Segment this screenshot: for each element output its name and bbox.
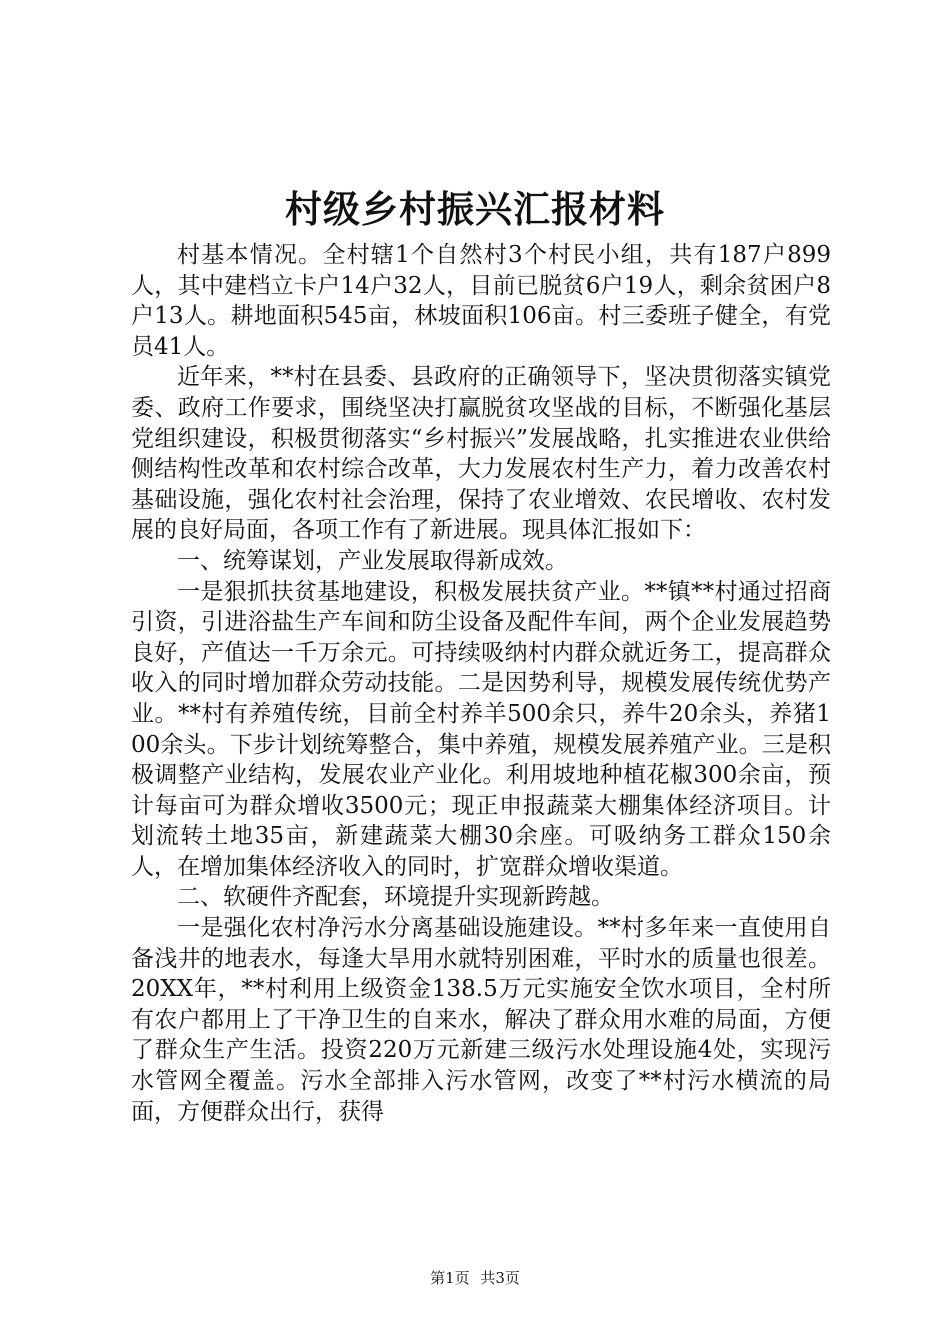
paragraph-environment: 一是强化农村净污水分离基础设施建设。**村多年来一直使用自备浅井的地表水，每逢大旱用水就特别困难，平时水的质量也很差。20XX年，**村利用上级资金138.5万元实施安全饮水项目，全村所有农户都用上了干净卫生的自来水，解决了群众用水难的局面，方便了群众生产生活。投资220万元新建三级污水处理设施4处，实现污水管网全覆盖。污水全部排入污水管网，改变了**村污水横流的局面，方便群众出行，获得 — [131, 915, 831, 1125]
page-footer — [0, 1268, 950, 1288]
page-total: 共3页 — [480, 1269, 520, 1287]
document-title: 村级乡村振兴汇报材料 — [285, 187, 665, 231]
section-heading-environment: 二、软硬件齐配套，环境提升实现新跨越。 — [177, 884, 614, 911]
section-heading-industry: 一、统筹谋划，产业发展取得新成效。 — [177, 547, 568, 574]
paragraph-basic-info: 村基本情况。全村辖1个自然村3个村民小组，共有187户899人，其中建档立卡户14户32人，目前已脱贫6户19人，剩余贫困户8户13人。耕地面积545亩，林坡面积106亩。村三委班子健全，有党员41人。 — [131, 242, 831, 360]
paragraph-overview: 近年来，**村在县委、县政府的正确领导下，坚决贯彻落实镇党委、政府工作要求，围绕坚决打赢脱贫攻坚战的目标，不断强化基层党组织建设，积极贯彻落实“乡村振兴”发展战略，扎实推进农业供给侧结构性改革和农村综合改革，大力发展农村生产力，着力改善农村基础设施，强化农村社会治理，保持了农业增效、农民增收、农村发展的良好局面，各项工作有了新进展。现具体汇报如下： — [131, 364, 831, 544]
paragraph-industry: 一是狠抓扶贫基地建设，积极发展扶贫产业。**镇**村通过招商引资，引进浴盐生产车间和防尘设备及配件车间，两个企业发展趋势良好，产值达一千万余元。可持续吸纳村内群众就近务工，提高群众收入的同时增加群众劳动技能。二是因势利导，规模发展传统优势产业。**村有养殖传统，目前全村养羊500余只，养牛20余头，养猪100余头。下步计划统筹整合，集中养殖，规模发展养殖产业。三是积极调整产业结构，发展农业产业化。利用坡地种植花椒300余亩，预计每亩可为群众增收3500元；现正申报蔬菜大棚集体经济项目。计划流转土地35亩，新建蔬菜大棚30余座。可吸纳务工群众150余人，在增加集体经济收入的同时，扩宽群众增收渠道。 — [131, 578, 831, 880]
page-number: 第1页 — [430, 1269, 470, 1287]
document-body — [131, 240, 831, 1127]
